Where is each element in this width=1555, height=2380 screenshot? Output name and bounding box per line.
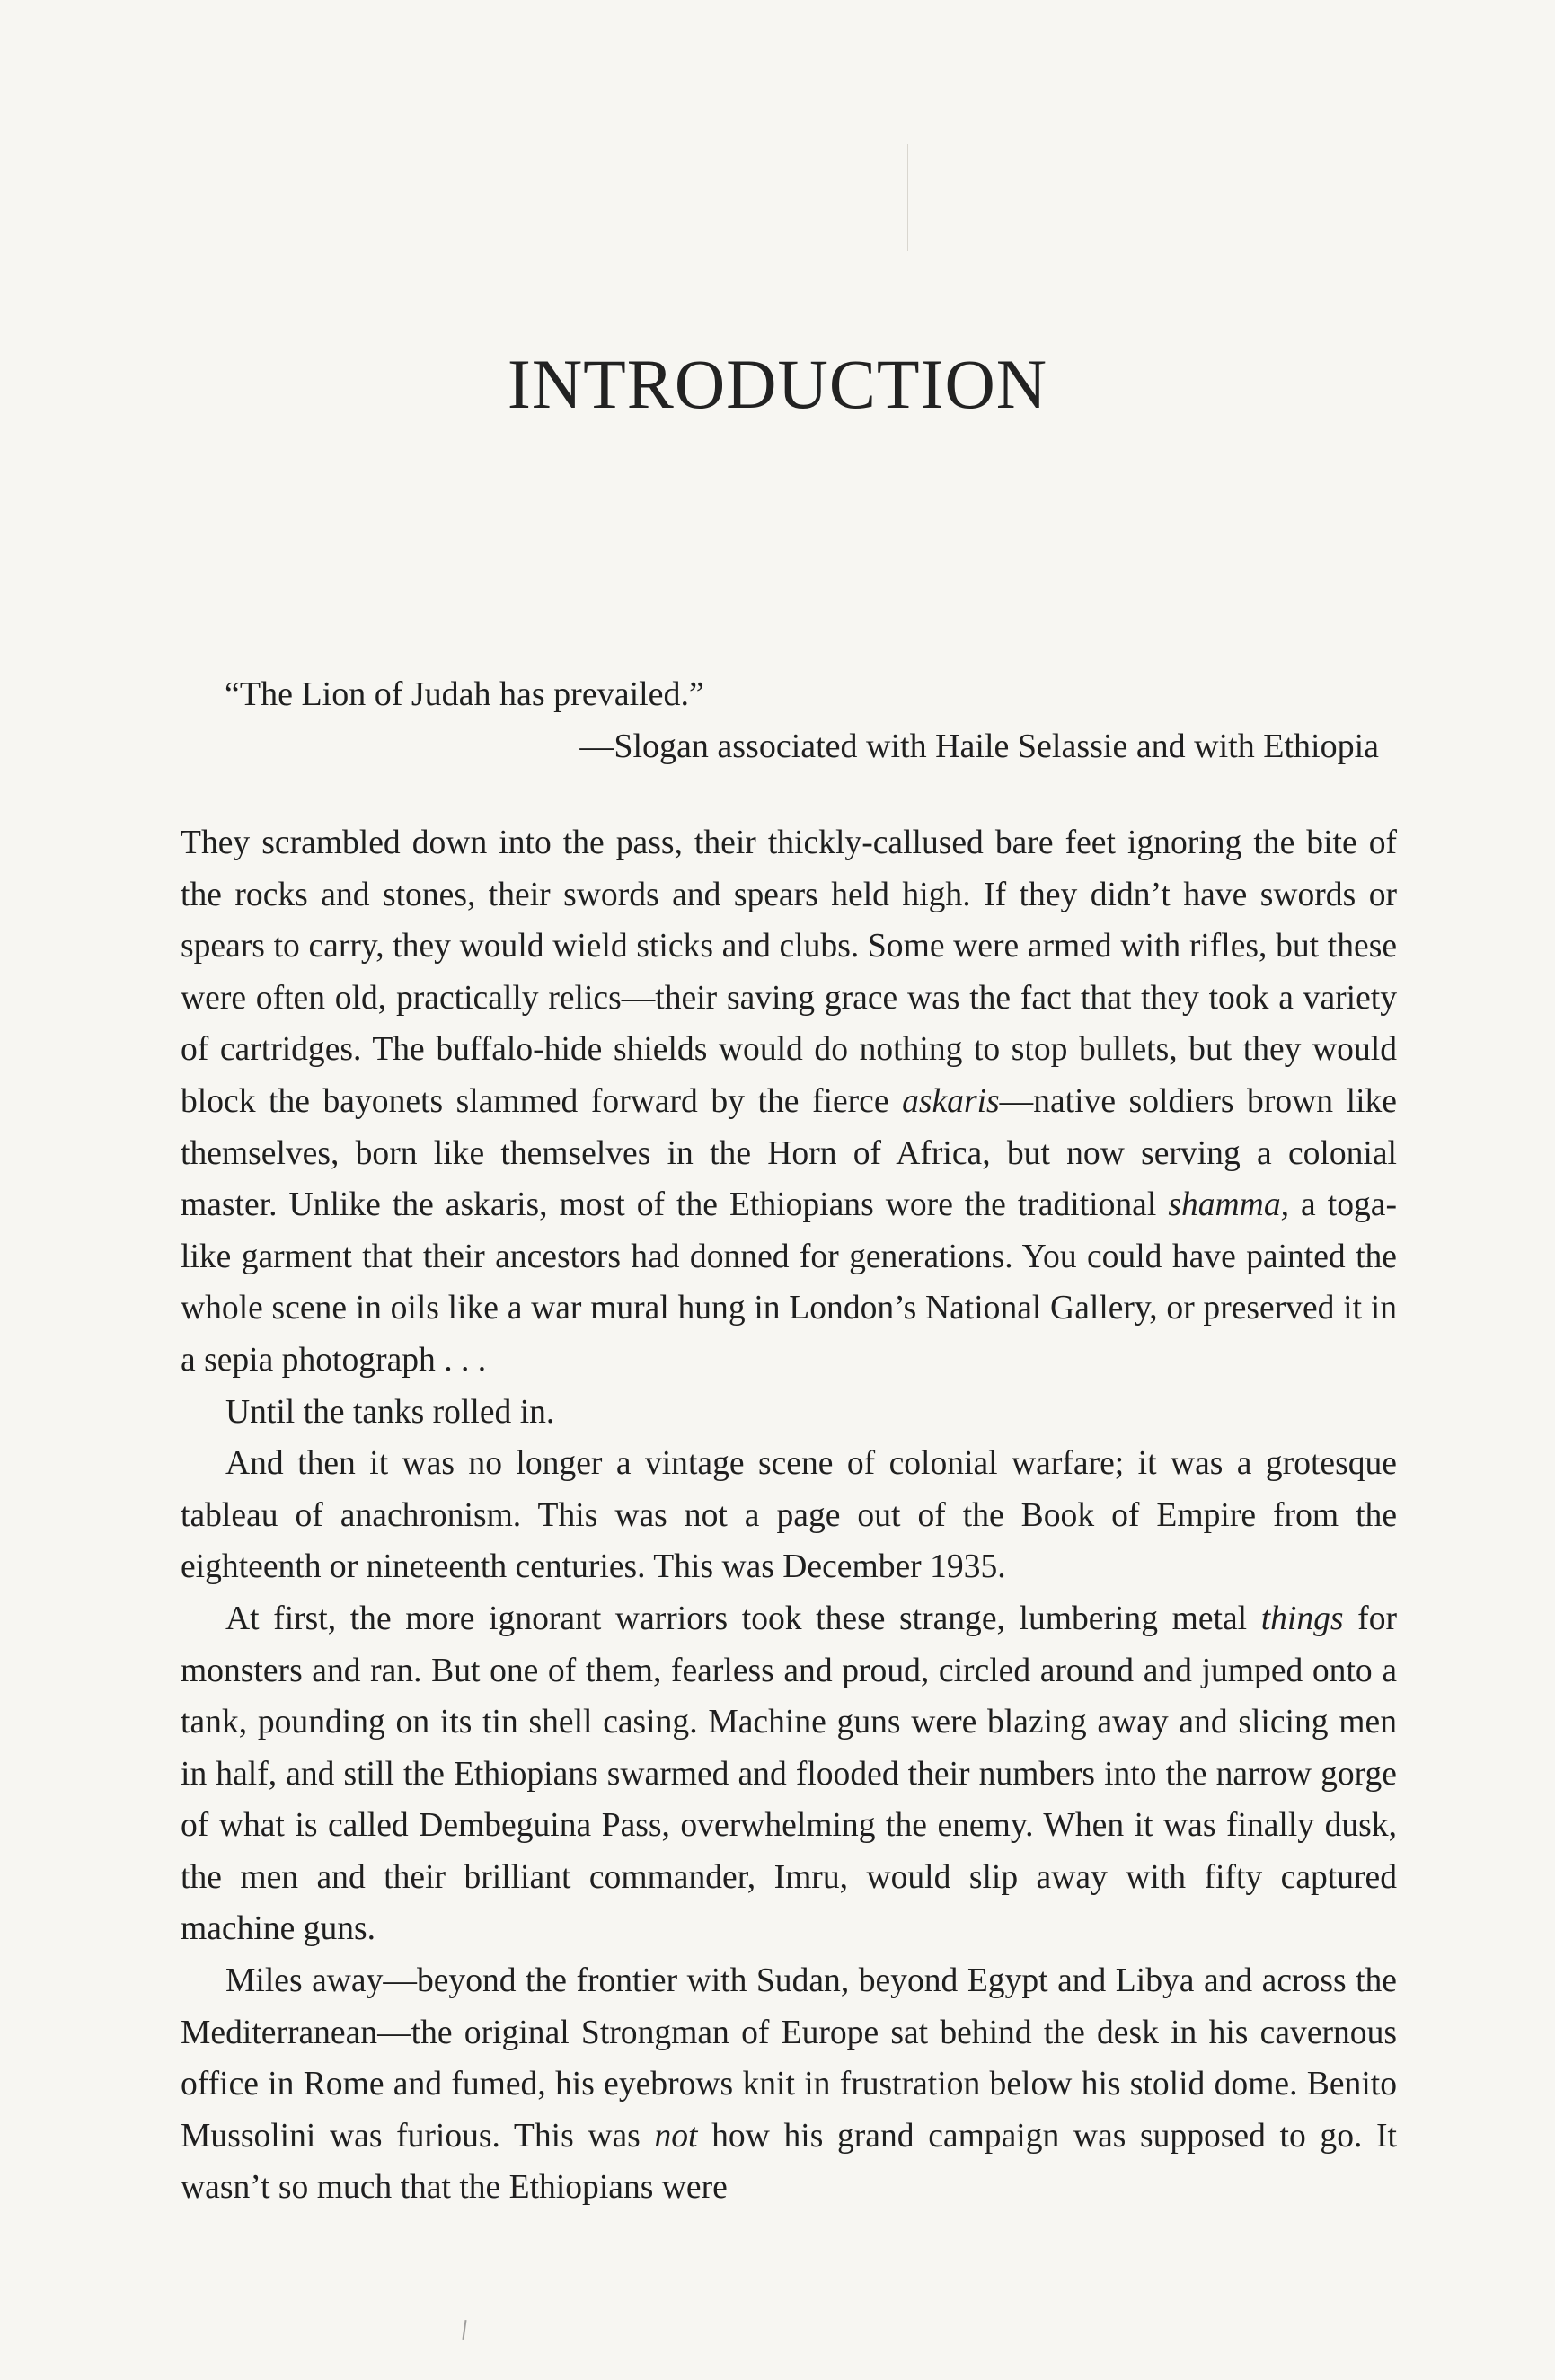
- paragraph-4-italic-things: things: [1260, 1600, 1344, 1637]
- epigraph-quote: “The Lion of Judah has prevailed.”: [225, 675, 704, 713]
- paragraph-5-italic-not: not: [654, 2117, 698, 2155]
- paragraph-1-italic-shamma: shamma,: [1168, 1186, 1290, 1224]
- paragraph-4-text-b: for monsters and ran. But one of them, fearless and proud, circled around and jumped onto a tank, pounding on its tin shell casing. Machine guns were blazing away and slicing men in half, and still the Ethiopians swarmed and flooded their numbers into the narrow gorge of what is called Dembeguina Pass, overwhelming the enemy. When it was finally dusk, the men and their brilliant commander, Imru, would slip away with fifty captured machine guns.: [181, 1600, 1397, 1948]
- body-text: [181, 817, 1397, 2214]
- epigraph: [225, 668, 1410, 772]
- paragraph-5-text-b: how his grand campaign was supposed to go. It wasn’t so much that the Ethiopians were: [181, 2117, 1397, 2207]
- paragraph-1-italic-askaris: askaris: [902, 1082, 1000, 1120]
- chapter-title: INTRODUCTION: [507, 345, 1048, 423]
- paragraph-4: [181, 1593, 1397, 1955]
- epigraph-attribution: —Slogan associated with Haile Selassie and with Ethiopia: [579, 727, 1379, 765]
- paragraph-5: [181, 1955, 1397, 2214]
- paragraph-1-text-b: —native soldiers brown like themselves, born like themselves in the Horn of Africa, but now serving a colonial master. Unlike the askaris, most of the Ethiopians wore the traditional: [181, 1082, 1397, 1224]
- paragraph-1-text-c: a toga-like garment that their ancestors had donned for generations. You could have painted the whole scene in oils like a war mural hung in London’s National Gallery, or preserved it in a sepia photograph . . .: [181, 1186, 1397, 1379]
- paragraph-1-text-a: They scrambled down into the pass, their thickly-callused bare feet ignoring the bite of the rocks and stones, their swords and spears held high. If they didn’t have swords or spears to carry, they would wield sticks and clubs. Some were armed with rifles, but these were often old, practically relics—their saving grace was the fact that they took a variety of cartridges. The buffalo-hide shields would do nothing to stop bullets, but they would block the bayonets slammed forward by the fierce: [181, 824, 1397, 1120]
- paragraph-2: Until the tanks rolled in.: [225, 1393, 555, 1431]
- stray-pen-mark: [462, 2320, 466, 2340]
- paragraph-3: And then it was no longer a vintage scene of colonial warfare; it was a grotesque tableau of anachronism. This was not a page out of the Book of Empire from the eighteenth or nineteenth centuries. This was December 1935.: [181, 1445, 1397, 1586]
- paragraph-1: [181, 817, 1397, 1387]
- paragraph-5-text-a: Miles away—beyond the frontier with Sudan, beyond Egypt and Libya and across the Mediterranean—the original Strongman of Europe sat behind the desk in his cavernous office in Rome and fumed, his eyebrows knit in frustration below his stolid dome. Benito Mussolini was furious. This was: [181, 1962, 1397, 2155]
- scan-artifact-line: [907, 144, 908, 251]
- paragraph-4-text-a: At first, the more ignorant warriors took these strange, lumbering metal: [225, 1600, 1261, 1637]
